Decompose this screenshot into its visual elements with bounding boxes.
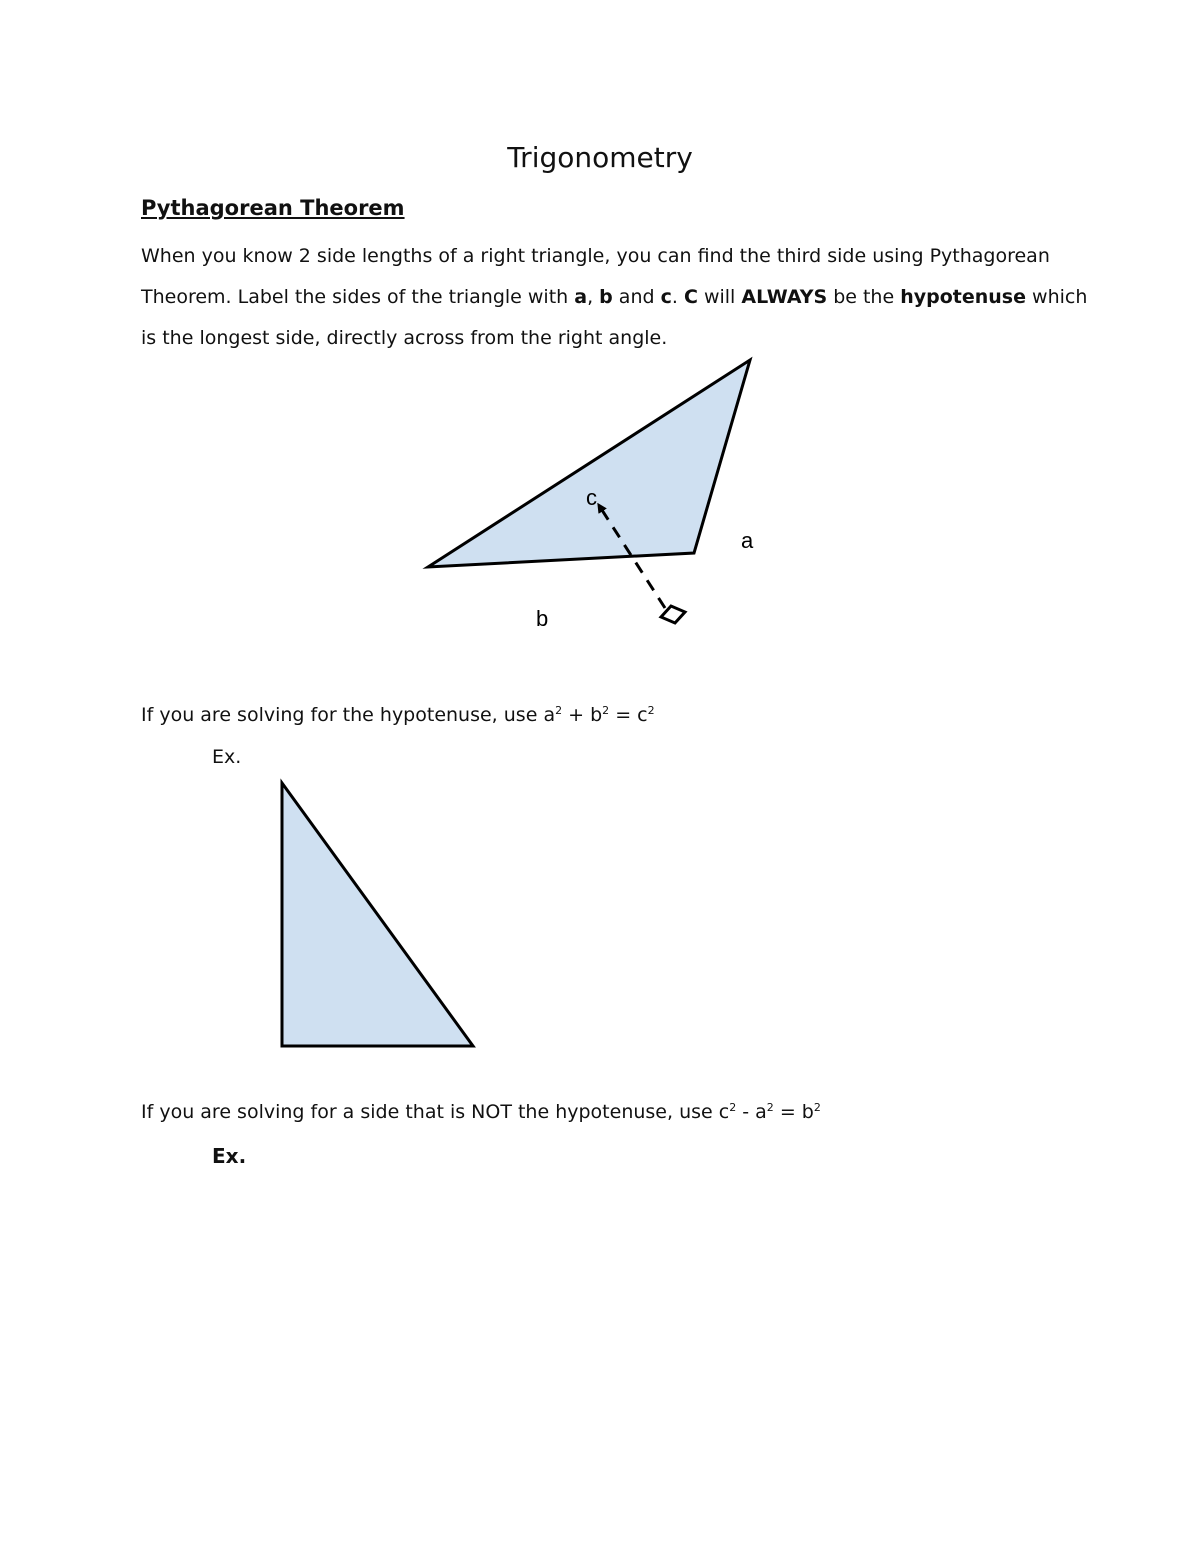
page-title: Trigonometry — [507, 141, 693, 174]
intro-always: ALWAYS — [741, 286, 828, 308]
hyp-exp-a: 2 — [555, 704, 563, 717]
labeled-triangle-diagram — [428, 360, 754, 631]
intro-text-6: be the — [827, 286, 901, 308]
section-heading: Pythagorean Theorem — [141, 196, 405, 220]
hyp-var-c: c — [637, 704, 648, 726]
hyp-var-a: a — [543, 704, 556, 726]
hypotenuse-rule — [141, 704, 655, 726]
intro-text-2: , — [587, 286, 600, 308]
hyp-plus: + — [562, 704, 591, 726]
hyp-exp-b: 2 — [602, 704, 610, 717]
label-b: b — [536, 606, 549, 631]
label-a: a — [741, 528, 754, 553]
intro-hypotenuse: hypotenuse — [900, 286, 1027, 308]
right-angle-marker — [661, 606, 685, 623]
leg-exp-a: 2 — [766, 1101, 774, 1114]
leg-var-b: b — [801, 1101, 814, 1123]
leg-rule-text: If you are solving for a side that is NOT the hypotenuse, use — [141, 1101, 719, 1123]
example-label-1: Ex. — [212, 746, 242, 768]
intro-text-4: . — [671, 286, 684, 308]
hyp-equals: = — [609, 704, 638, 726]
hyp-rule-text: If you are solving for the hypotenuse, use — [141, 704, 544, 726]
example-label-2: Ex. — [212, 1144, 247, 1168]
leg-minus: - — [736, 1101, 756, 1123]
intro-var-a: a — [574, 286, 588, 308]
intro-text-3: and — [612, 286, 661, 308]
intro-var-c: c — [660, 286, 672, 308]
leg-exp-b: 2 — [813, 1101, 821, 1114]
example-triangle — [282, 783, 473, 1046]
hyp-var-b: b — [590, 704, 603, 726]
leg-equals: = — [773, 1101, 802, 1123]
intro-var-C: C — [683, 286, 698, 308]
leg-rule — [141, 1101, 821, 1123]
intro-text-7: which is the longest side, directly across from the right angle. — [141, 286, 1088, 349]
intro-text-1: When you know 2 side lengths of a right triangle, you can find the third side using Pythagorean Theorem. Label the sides of the triangle with — [141, 245, 1050, 308]
leg-var-c: c — [718, 1101, 730, 1123]
hyp-exp-c: 2 — [647, 704, 655, 717]
leg-exp-c: 2 — [729, 1101, 737, 1114]
intro-var-b: b — [599, 286, 613, 308]
label-c: c — [586, 485, 597, 510]
leg-var-a: a — [755, 1101, 767, 1123]
intro-text-5: will — [697, 286, 742, 308]
triangle-shape — [428, 360, 750, 567]
